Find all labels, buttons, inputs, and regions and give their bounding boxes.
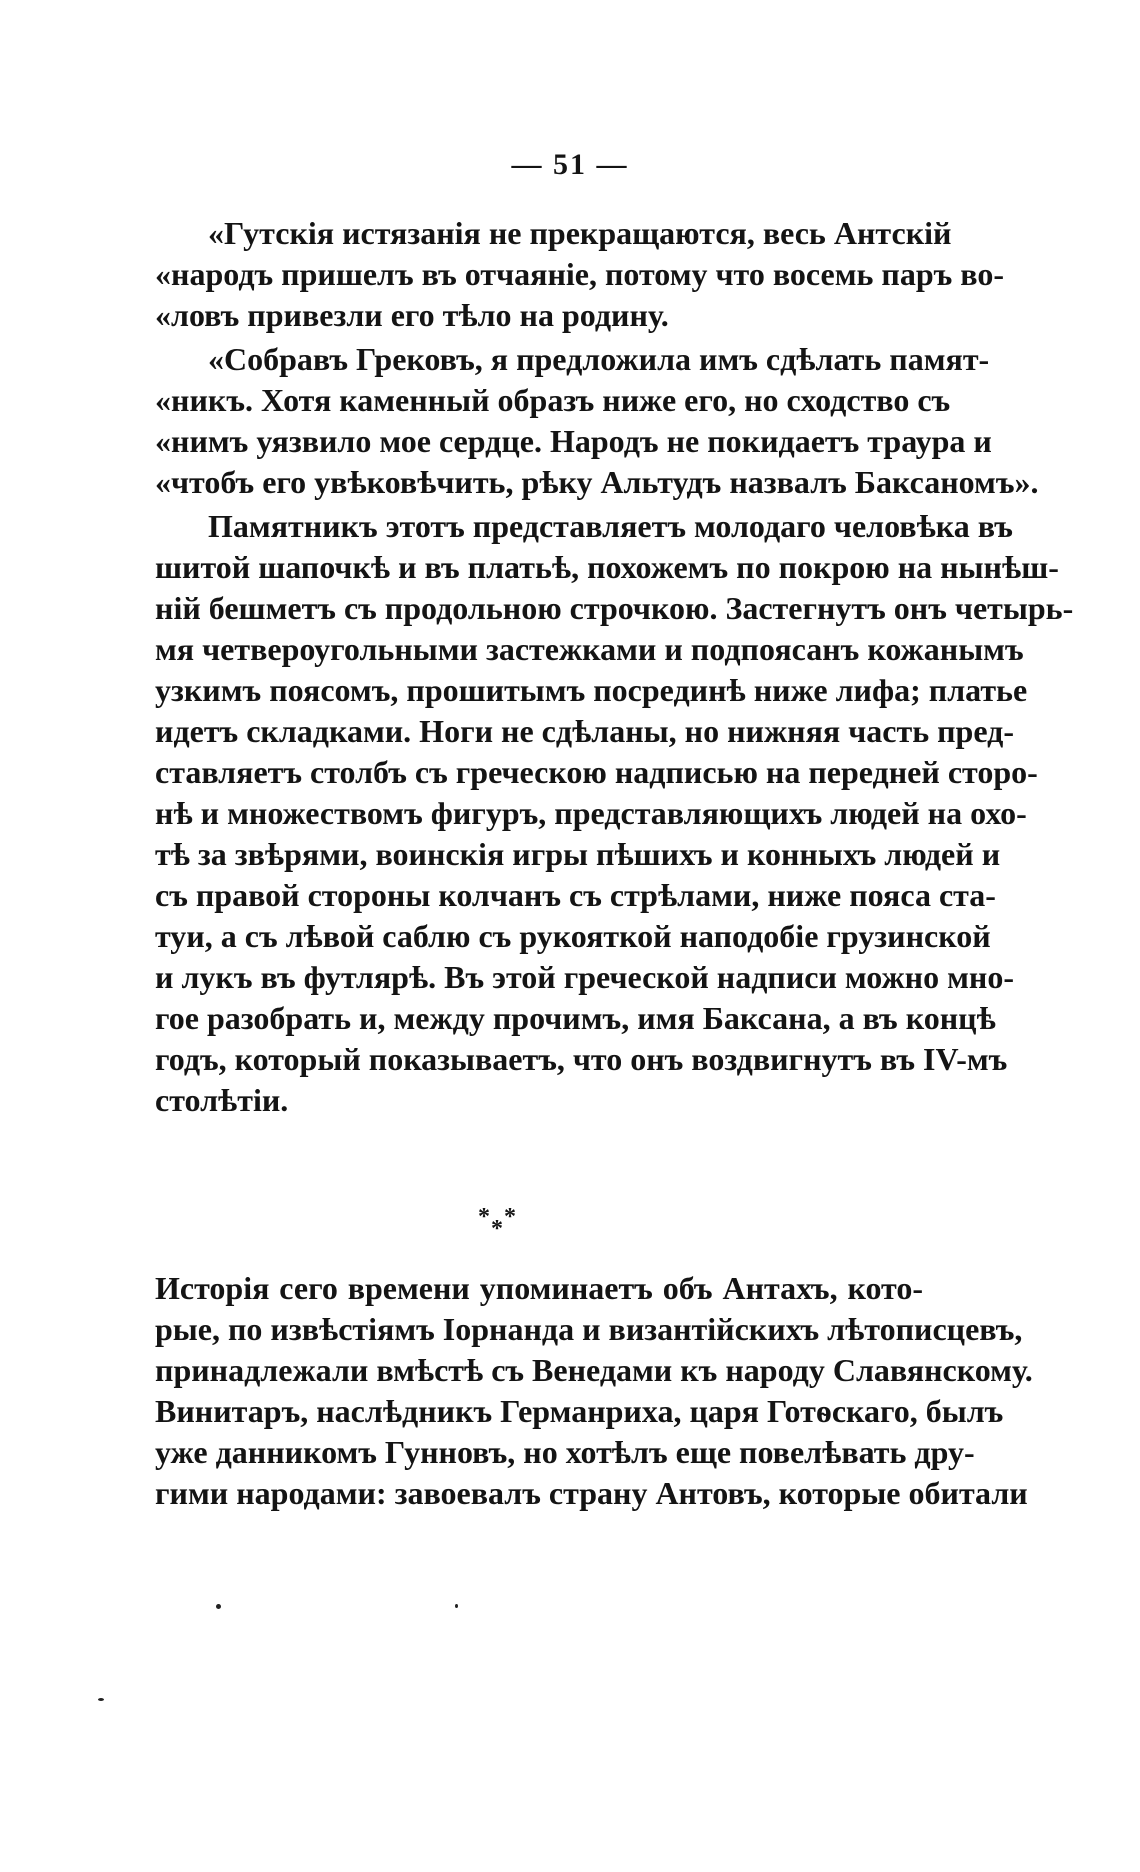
text-line: узкимъ поясомъ, прошитымъ посрединѣ ниже лифа; платье: [155, 672, 1028, 708]
text-line: и лукъ въ футлярѣ. Въ этой греческой надписи можно мно-: [155, 959, 1014, 995]
text-line: гими народами: завоевалъ страну Антовъ, которые обитали: [155, 1475, 1028, 1511]
text-line: нѣ и множествомъ фигуръ, представляющихъ людей на охо-: [155, 795, 1027, 831]
text-line: шитой шапочкѣ и въ платьѣ, похожемъ по покрою на нынѣш-: [155, 549, 1059, 585]
asterism-star: *: [478, 1204, 490, 1230]
text-line: ній бешметъ съ продольною строчкою. Застегнутъ онъ четырь-: [155, 590, 1074, 626]
text-line: тѣ за звѣрями, воинскія игры пѣшихъ и конныхъ людей и: [155, 836, 1001, 872]
text-line: «Собравъ Грековъ, я предложила имъ сдѣлать памят-: [208, 341, 990, 377]
text-line: «ловъ привезли его тѣло на родину.: [155, 297, 669, 333]
page-number: — 51 —: [511, 148, 629, 181]
scan-speck: [216, 1604, 221, 1609]
text-line: «нимъ уязвило мое сердце. Народъ не покидаетъ траура и: [155, 423, 992, 459]
text-line: Исторія сего времени упоминаетъ объ Антахъ, кото-: [155, 1270, 923, 1306]
text-line: идетъ складками. Ноги не сдѣланы, но нижняя часть пред-: [155, 713, 1014, 749]
text-line: мя четвероугольными застежками и подпоясанъ кожанымъ: [155, 631, 1024, 667]
text-line: туи, а съ лѣвой саблю съ рукояткой наподобіе грузинской: [155, 918, 991, 954]
scan-speck: [98, 1698, 104, 1701]
text-line: ставляетъ столбъ съ греческою надписью на передней сторо-: [155, 754, 1038, 790]
asterism-star: *: [504, 1204, 516, 1230]
text-line: рые, по извѣстіямъ Іорнанда и византійскихъ лѣтописцевъ,: [155, 1311, 1023, 1347]
text-line: «народъ пришелъ въ отчаяніе, потому что восемь паръ во-: [155, 256, 1005, 292]
text-line: годъ, который показываетъ, что онъ воздвигнутъ въ IV-мъ: [155, 1041, 1008, 1077]
text-line: «Гутскія истязанія не прекращаются, весь Антскій: [208, 215, 952, 251]
text-line: «чтобъ его увѣковѣчить, рѣку Альтудъ назвалъ Баксаномъ».: [155, 464, 1039, 500]
text-line: столѣтіи.: [155, 1082, 289, 1118]
text-line: Винитаръ, наслѣдникъ Германриха, царя Готѳскаго, былъ: [155, 1393, 1004, 1429]
text-line: уже данникомъ Гунновъ, но хотѣлъ еще повелѣвать дру-: [155, 1434, 975, 1470]
text-line: Памятникъ этотъ представляетъ молодаго человѣка въ: [208, 508, 1013, 544]
asterism-separator: [470, 1205, 530, 1245]
scan-speck: [455, 1604, 458, 1608]
text-line: «никъ. Хотя каменный образъ ниже его, но сходство съ: [155, 382, 951, 418]
text-line: принадлежали вмѣстѣ съ Венедами къ народу Славянскому.: [155, 1352, 1033, 1388]
text-line: гое разобрать и, между прочимъ, имя Баксана, а въ концѣ: [155, 1000, 996, 1036]
asterism-star: *: [491, 1216, 503, 1242]
text-line: съ правой стороны колчанъ съ стрѣлами, ниже пояса ста-: [155, 877, 996, 913]
